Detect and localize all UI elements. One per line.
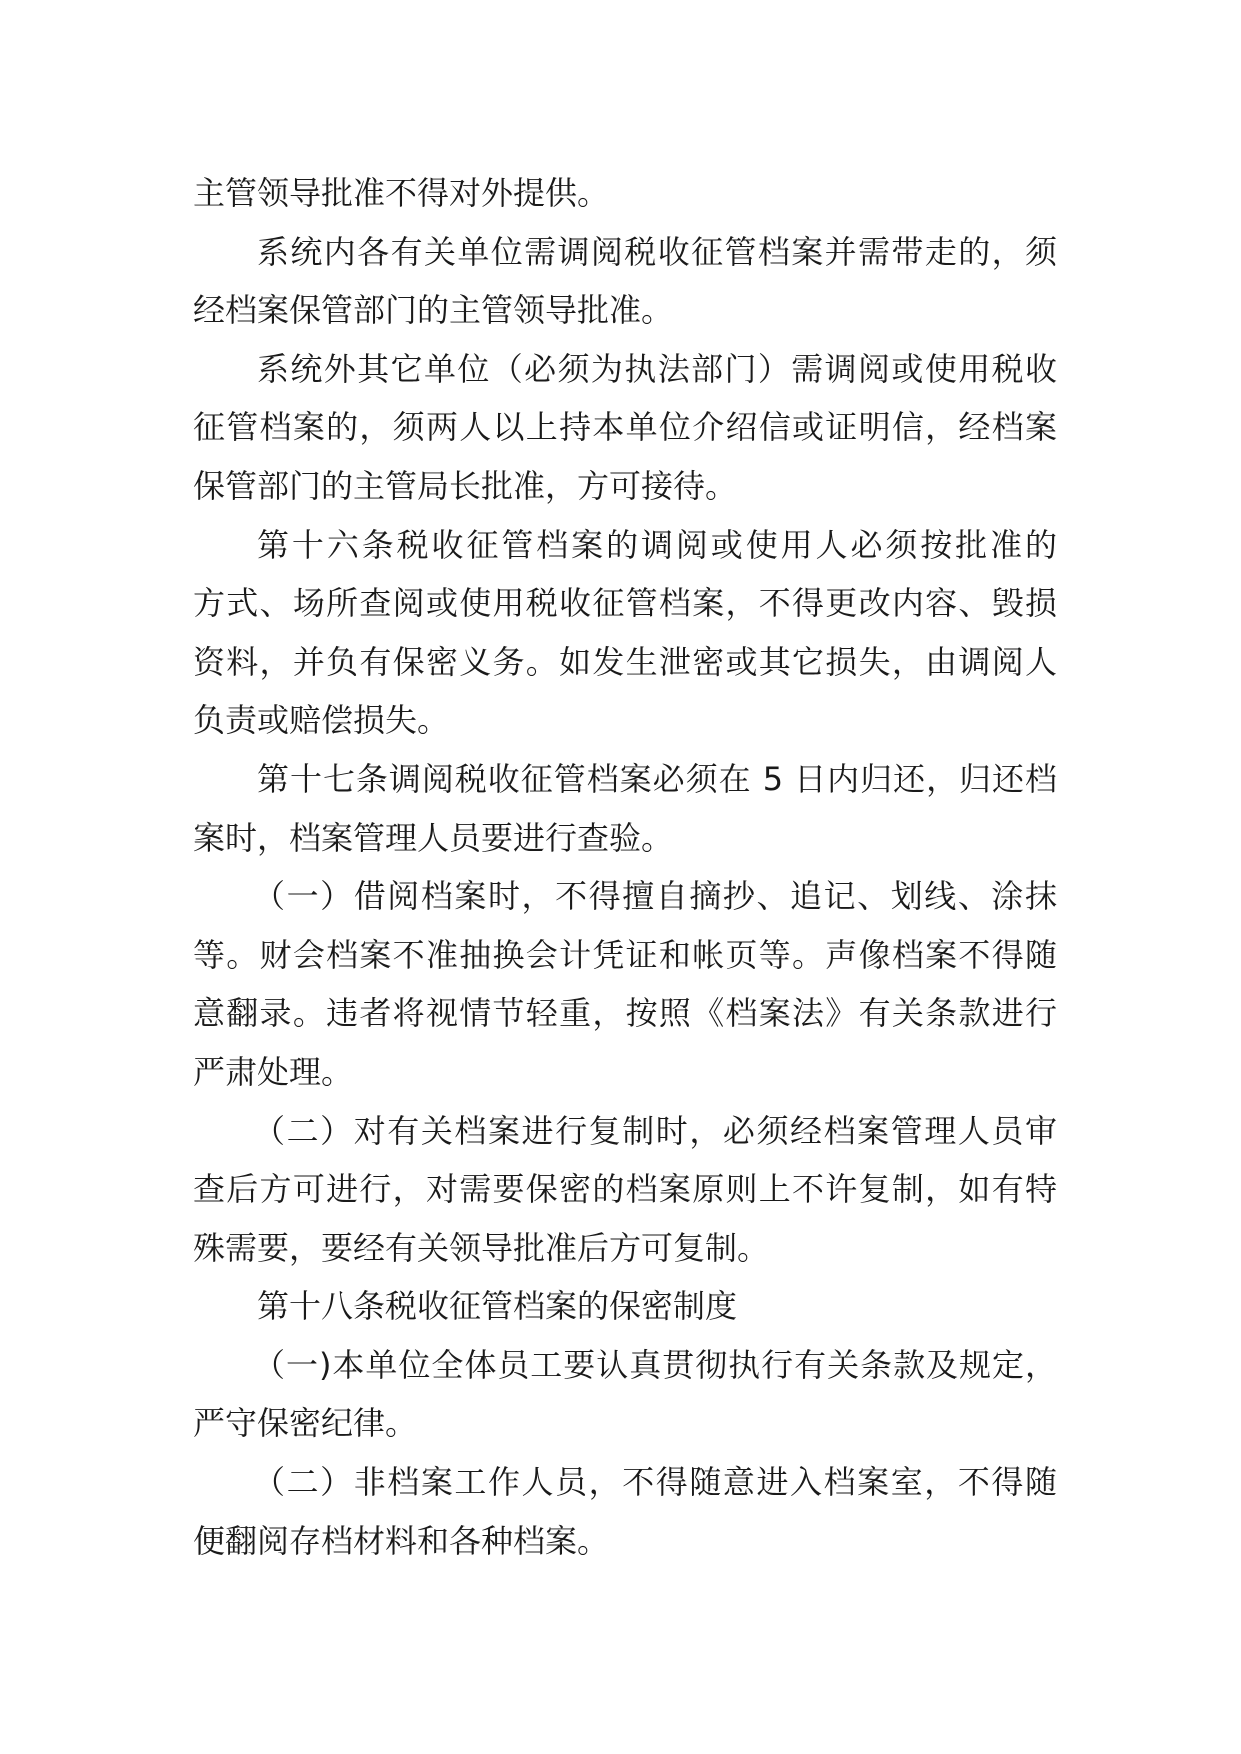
paragraph: [193, 223, 1057, 340]
text-line: 第十八条税收征管档案的保密制度: [257, 1287, 738, 1326]
paragraph: [193, 750, 1057, 867]
text-line: 系统内各有关单位需调阅税收征管档案并需带走的，须: [257, 232, 1057, 271]
text-line: 第十六条税收征管档案的调阅或使用人必须按批准的: [257, 525, 1057, 564]
text-line: 征管档案的，须两人以上持本单位介绍信或证明信，经档案: [193, 408, 1057, 447]
text-line: 殊需要，要经有关领导批准后方可复制。: [193, 1228, 770, 1267]
text-line: 等。财会档案不准抽换会计凭证和帐页等。声像档案不得随: [193, 935, 1057, 974]
paragraph: [193, 516, 1057, 750]
paragraph: [193, 1336, 1057, 1453]
text-line: （二）非档案工作人员，不得随意进入档案室，不得随: [253, 1463, 1057, 1502]
text-line: 查后方可进行，对需要保密的档案原则上不许复制，如有特: [193, 1170, 1057, 1209]
text-line: （一)本单位全体员工要认真贯彻执行有关条款及规定，: [253, 1345, 1057, 1384]
text-line: 意翻录。违者将视情节轻重，按照《档案法》有关条款进行: [193, 994, 1057, 1033]
text-line: 保管部门的主管局长批准，方可接待。: [193, 466, 738, 505]
paragraph: [193, 1453, 1057, 1570]
document-body: [193, 164, 1057, 1570]
text-line: 第十七条调阅税收征管档案必须在 5 日内归还，归还档: [257, 759, 1057, 798]
paragraph: [193, 867, 1057, 1101]
text-line: 严肃处理。: [193, 1052, 354, 1091]
text-line: （一）借阅档案时，不得擅自摘抄、追记、划线、涂抹: [253, 877, 1057, 916]
text-line: 案时，档案管理人员要进行查验。: [193, 818, 674, 857]
paragraph: [193, 340, 1057, 516]
text-line: 系统外其它单位（必须为执法部门）需调阅或使用税收: [257, 349, 1057, 388]
text-line: 经档案保管部门的主管领导批准。: [193, 291, 674, 330]
text-line: 主管领导批准不得对外提供。: [193, 174, 610, 212]
text-line: 方式、场所查阅或使用税收征管档案，不得更改内容、毁损: [193, 584, 1057, 623]
text-line: （二）对有关档案进行复制时，必须经档案管理人员审: [253, 1111, 1057, 1150]
paragraph: [193, 1277, 1057, 1336]
text-line: 资料，并负有保密义务。如发生泄密或其它损失，由调阅人: [193, 642, 1057, 681]
paragraph: [193, 1102, 1057, 1278]
text-line: 严守保密纪律。: [193, 1404, 418, 1443]
paragraph: [193, 164, 1057, 223]
text-line: 负责或赔偿损失。: [193, 701, 450, 740]
text-line: 便翻阅存档材料和各种档案。: [193, 1521, 610, 1560]
